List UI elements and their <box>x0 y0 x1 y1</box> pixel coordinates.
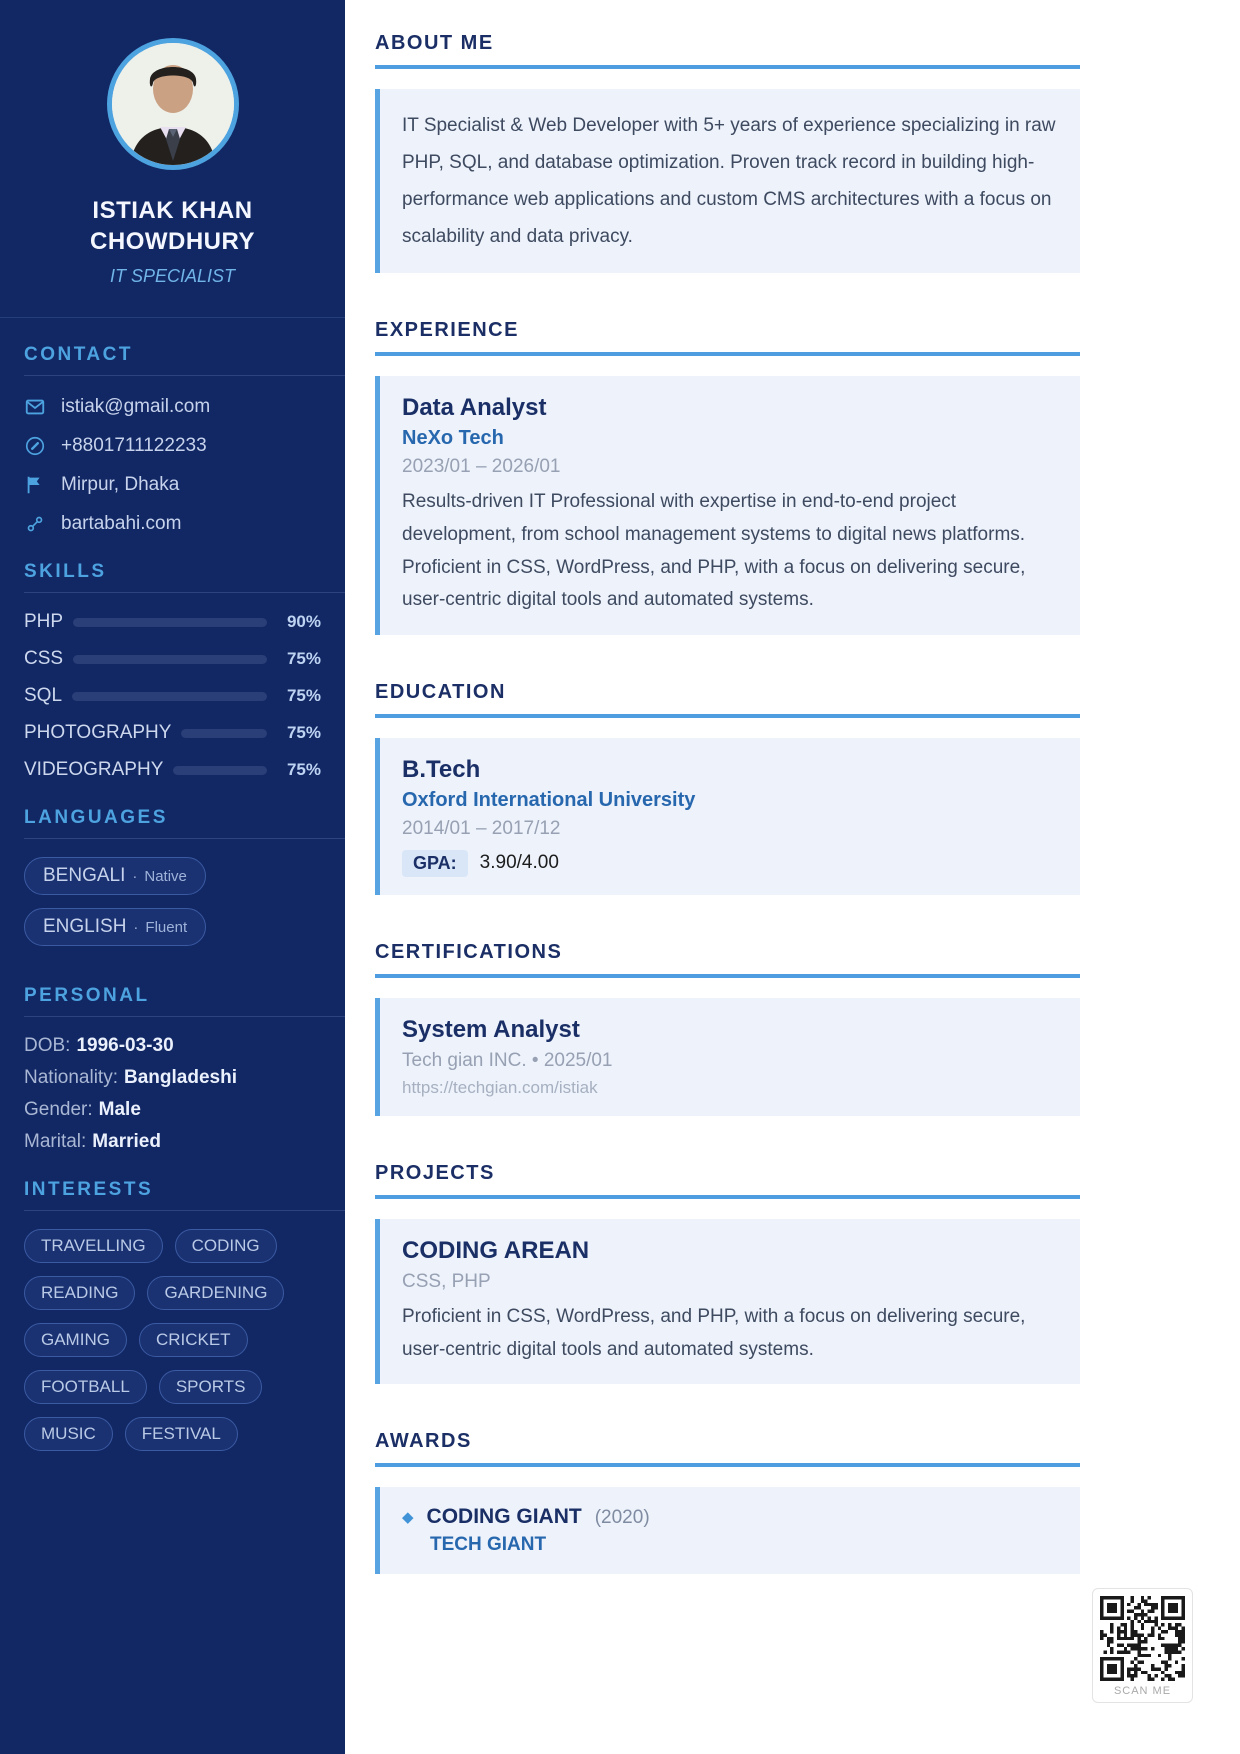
skill-label: PHP <box>24 611 64 633</box>
section-projects <box>375 1162 1080 1384</box>
project-tech: CSS, PHP <box>402 1270 491 1292</box>
skill-progress-bar <box>73 618 267 627</box>
skill-row <box>24 685 321 707</box>
contact-website-text: bartabahi.com <box>61 513 182 535</box>
gpa-badge: GPA: <box>402 850 468 877</box>
diamond-bullet-icon: ◆ <box>402 1509 414 1527</box>
education-dates: 2014/01 – 2017/12 <box>402 817 561 839</box>
personal-row: DOB: 1996-03-30 <box>24 1035 174 1057</box>
skill-percent: 75% <box>286 723 321 743</box>
personal-row: Nationality: Bangladeshi <box>24 1067 237 1089</box>
interest-badge: GAMING <box>24 1323 127 1357</box>
project-card <box>375 1219 1080 1384</box>
school: Oxford International University <box>402 788 696 811</box>
award-row <box>402 1505 1058 1529</box>
skill-percent: 90% <box>286 612 321 632</box>
profile-photo <box>107 38 239 170</box>
interest-badge: TRAVELLING <box>24 1229 163 1263</box>
skill-progress-bar <box>72 692 267 701</box>
main-content <box>345 0 1240 1574</box>
projects-heading: PROJECTS <box>375 1161 495 1184</box>
contact-email[interactable] <box>24 396 321 418</box>
skill-label: CSS <box>24 648 64 670</box>
job-description: Results-driven IT Professional with expertise in end-to-end project development, from school management systems to digital news platforms. Proficient in CSS, WordPress, and PHP, with a focus on delivering secure, user-centric digital tools and automated systems. <box>402 491 1026 611</box>
skill-label: SQL <box>24 685 63 707</box>
languages-list <box>0 839 345 959</box>
sidebar <box>0 0 345 1754</box>
certification-title: System Analyst <box>402 1015 580 1043</box>
section-education <box>375 681 1080 895</box>
languages-heading: LANGUAGES <box>24 807 168 829</box>
interest-badge: MUSIC <box>24 1417 113 1451</box>
award-year: (2020) <box>594 1507 650 1529</box>
interest-badge: GARDENING <box>147 1276 284 1310</box>
link-icon <box>24 513 46 535</box>
skill-percent: 75% <box>286 760 321 780</box>
candidate-name: ISTIAK KHAN CHOWDHURY <box>90 197 255 255</box>
job-dates: 2023/01 – 2026/01 <box>402 456 561 478</box>
education-heading: EDUCATION <box>375 680 506 703</box>
skill-percent: 75% <box>286 686 321 706</box>
interest-badge: READING <box>24 1276 135 1310</box>
skill-percent: 75% <box>286 649 321 669</box>
contact-heading: CONTACT <box>24 344 133 366</box>
experience-card <box>375 376 1080 635</box>
job-company: NeXo Tech <box>402 427 504 450</box>
phone-icon <box>24 435 46 457</box>
qr-widget <box>1092 1588 1193 1703</box>
interest-badge: FESTIVAL <box>125 1417 238 1451</box>
interests-list <box>0 1211 345 1464</box>
project-description: Proficient in CSS, WordPress, and PHP, with a focus on delivering secure, user-centric digital tools and automated systems. <box>402 1305 1026 1360</box>
awards-heading: AWARDS <box>375 1430 472 1453</box>
about-card <box>375 89 1080 273</box>
skills-heading: SKILLS <box>24 561 107 583</box>
skill-progress-bar <box>73 655 267 664</box>
personal-row: Marital: Married <box>24 1131 161 1153</box>
contact-location-text: Mirpur, Dhaka <box>61 474 180 496</box>
award-organization: TECH GIANT <box>430 1534 547 1556</box>
section-awards <box>375 1430 1080 1574</box>
sidebar-divider <box>0 317 345 318</box>
certification-url[interactable]: https://techgian.com/istiak <box>402 1077 598 1097</box>
award-title: CODING GIANT <box>426 1505 582 1529</box>
personal-list <box>0 1017 345 1153</box>
skill-row <box>24 759 321 781</box>
mail-icon <box>24 396 46 418</box>
interest-badge: CODING <box>175 1229 277 1263</box>
job-role: Data Analyst <box>402 394 547 422</box>
interest-badge: FOOTBALL <box>24 1370 147 1404</box>
skill-label: VIDEOGRAPHY <box>24 759 164 781</box>
language-badge: ENGLISH · Fluent <box>24 908 206 946</box>
certification-issuer: Tech gian INC. • 2025/01 <box>402 1049 613 1071</box>
skill-label: PHOTOGRAPHY <box>24 722 172 744</box>
degree: B.Tech <box>402 755 481 783</box>
award-card <box>375 1487 1080 1574</box>
contact-phone[interactable] <box>24 435 321 457</box>
gpa-row <box>402 850 1058 877</box>
contact-website[interactable] <box>24 513 321 535</box>
interests-heading: INTERESTS <box>24 1179 154 1201</box>
flag-icon <box>24 474 46 496</box>
contact-list <box>0 376 345 535</box>
candidate-title: IT SPECIALIST <box>109 266 236 287</box>
contact-phone-text: +8801711122233 <box>61 435 207 457</box>
skill-progress-bar <box>181 729 267 738</box>
certifications-heading: CERTIFICATIONS <box>375 940 563 963</box>
personal-heading: PERSONAL <box>24 985 150 1007</box>
gpa-value: 3.90/4.00 <box>479 852 559 874</box>
contact-location <box>24 474 321 496</box>
skill-progress-bar <box>173 766 267 775</box>
experience-heading: EXPERIENCE <box>375 319 519 342</box>
certification-card <box>375 998 1080 1116</box>
personal-row: Gender: Male <box>24 1099 141 1121</box>
qr-label: SCAN ME <box>1113 1685 1172 1697</box>
language-badge: BENGALI · Native <box>24 857 206 895</box>
about-heading: ABOUT ME <box>375 32 494 54</box>
section-about <box>375 32 1080 273</box>
interest-badge: SPORTS <box>159 1370 263 1404</box>
interest-badge: CRICKET <box>139 1323 248 1357</box>
section-experience <box>375 319 1080 635</box>
contact-email-text: istiak@gmail.com <box>61 396 211 418</box>
skill-row <box>24 648 321 670</box>
qr-code-image <box>1100 1596 1185 1681</box>
section-certifications <box>375 941 1080 1116</box>
project-title: CODING AREAN <box>402 1236 590 1264</box>
education-card <box>375 738 1080 895</box>
profile-photo-image <box>112 43 234 165</box>
skill-row <box>24 722 321 744</box>
skill-row <box>24 611 321 633</box>
about-text: IT Specialist & Web Developer with 5+ years of experience specializing in raw PHP, SQL, and database optimization. Proven track record in building high-performance web applications and custom CMS architectures with a focus on scalability and data privacy. <box>402 115 1056 248</box>
skills-list <box>0 593 345 781</box>
